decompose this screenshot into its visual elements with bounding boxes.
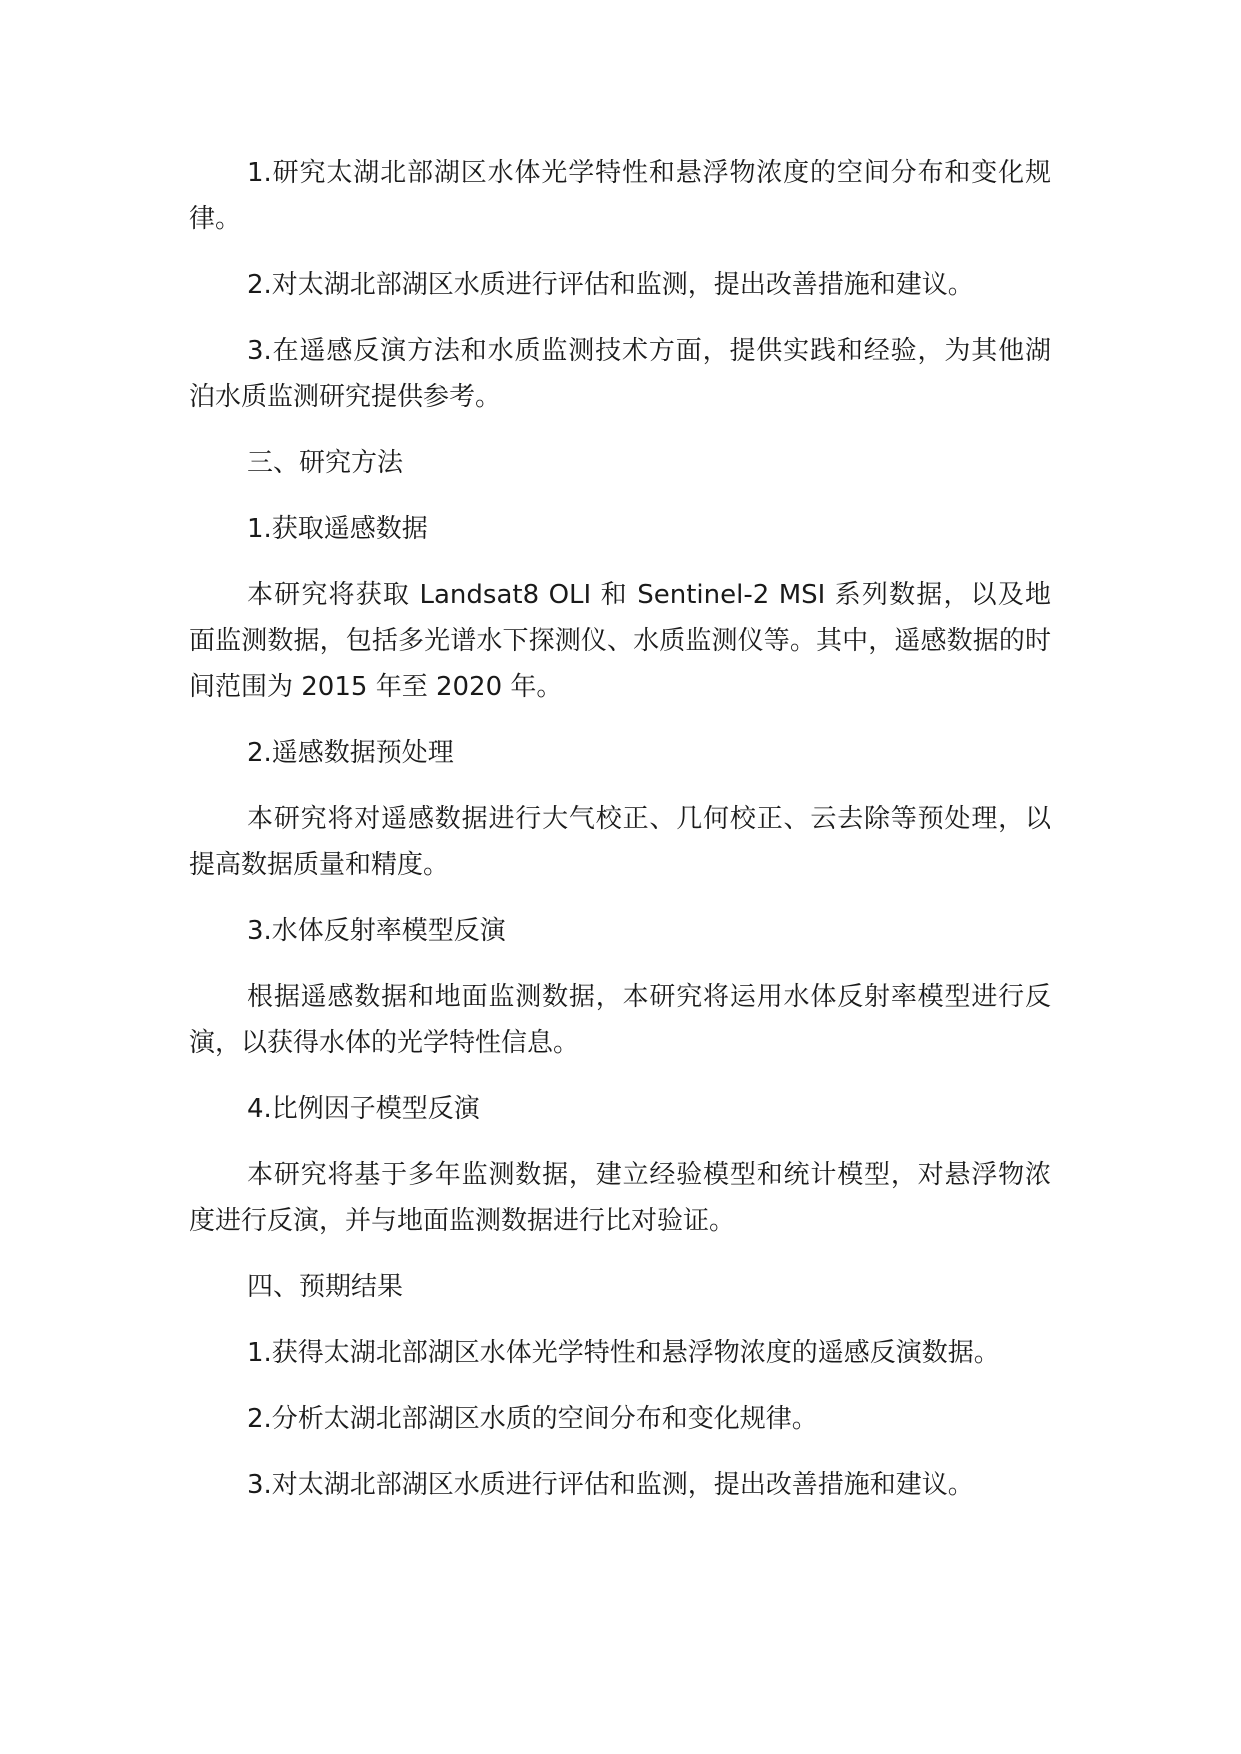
result-2: 2.分析太湖北部湖区水质的空间分布和变化规律。 xyxy=(247,1404,818,1434)
method-3-heading: 3.水体反射率模型反演 xyxy=(247,916,506,946)
objective-2: 2.对太湖北部湖区水质进行评估和监测，提出改善措施和建议。 xyxy=(247,270,974,300)
result-3: 3.对太湖北部湖区水质进行评估和监测，提出改善措施和建议。 xyxy=(247,1470,974,1500)
section-heading-methods: 三、研究方法 xyxy=(247,448,404,478)
objective-1: 1.研究太湖北部湖区水体光学特性和悬浮物浓度的空间分布和变化规律。 xyxy=(189,158,1051,234)
section-heading-results: 四、预期结果 xyxy=(247,1272,404,1302)
method-2-body: 本研究将对遥感数据进行大气校正、几何校正、云去除等预处理，以提高数据质量和精度。 xyxy=(189,804,1051,880)
method-3-body: 根据遥感数据和地面监测数据，本研究将运用水体反射率模型进行反演，以获得水体的光学特性信息。 xyxy=(189,982,1051,1058)
result-1: 1.获得太湖北部湖区水体光学特性和悬浮物浓度的遥感反演数据。 xyxy=(247,1338,1000,1368)
objective-3: 3.在遥感反演方法和水质监测技术方面，提供实践和经验，为其他湖泊水质监测研究提供参考。 xyxy=(189,336,1051,412)
method-2-heading: 2.遥感数据预处理 xyxy=(247,738,454,768)
method-4-heading: 4.比例因子模型反演 xyxy=(247,1094,480,1124)
method-1-heading: 1.获取遥感数据 xyxy=(247,514,428,544)
method-4-body: 本研究将基于多年监测数据，建立经验模型和统计模型，对悬浮物浓度进行反演，并与地面监测数据进行比对验证。 xyxy=(189,1160,1051,1236)
document-body xyxy=(189,150,1051,1528)
method-1-body: 本研究将获取 Landsat8 OLI 和 Sentinel-2 MSI 系列数据，以及地面监测数据，包括多光谱水下探测仪、水质监测仪等。其中，遥感数据的时间范围为 2015 年至 2020 年。 xyxy=(189,580,1051,702)
